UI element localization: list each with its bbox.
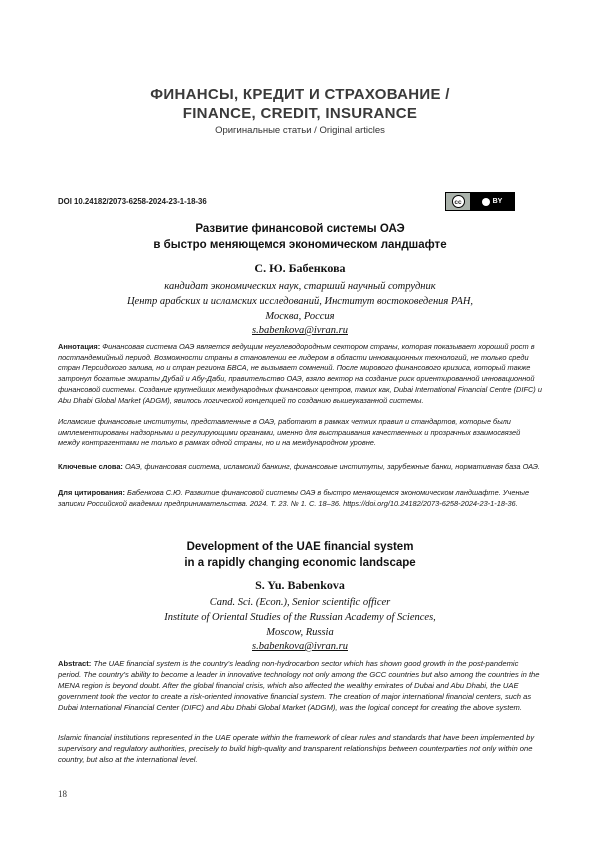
article-title-ru-line2: в быстро меняющемся экономическом ландшафте — [153, 239, 447, 251]
cc-logo-icon: cc — [446, 193, 470, 210]
citation-ru — [58, 488, 542, 509]
email-ru-link[interactable]: s.babenkova@ivran.ru — [252, 325, 348, 336]
abstract-label-en: Abstract: — [58, 659, 92, 668]
by-attribution-icon: BY — [470, 193, 514, 210]
cc-by-license-icon[interactable] — [445, 192, 515, 211]
abstract-ru — [58, 342, 542, 406]
citation-ru-text: Бабенкова С.Ю. Развитие финансовой системы ОАЭ в быстро меняющемся экономическом ландшафте. Ученые записки Российской академии предпринимательства. 2024. Т. 23. № 1. С. 18–36. https://doi.org/10.24182/2073-6258-2024-23-1-18-36. — [58, 488, 530, 508]
article-title-ru-line1: Развитие финансовой системы ОАЭ — [195, 223, 405, 235]
email-en-link[interactable]: s.babenkova@ivran.ru — [252, 641, 348, 652]
citation-label-ru: Для цитирования: — [58, 488, 125, 497]
affiliation-ru-line1: кандидат экономических наук, старший научный сотрудник — [164, 281, 436, 292]
keywords-ru-text: ОАЭ, финансовая система, исламский банкинг, финансовые институты, зарубежные банки, нормативная база ОАЭ. — [124, 462, 540, 471]
section-title-ru: ФИНАНСЫ, КРЕДИТ И СТРАХОВАНИЕ / — [150, 86, 450, 103]
affiliation-en-line3: Moscow, Russia — [266, 627, 334, 638]
doi-label: DOI 10.24182/2073-6258-2024-23-1-18-36 — [58, 197, 207, 206]
keywords-ru — [58, 462, 542, 473]
abstract-label-ru: Аннотация: — [58, 342, 101, 351]
affiliation-ru-line2: Центр арабских и исламских исследований, Институт востоковедения РАН, — [126, 296, 474, 307]
keywords-label-ru: Ключевые слова: — [58, 462, 123, 471]
affiliation-ru-line3: Москва, Россия — [265, 311, 335, 322]
abstract-en-text: The UAE financial system is the country’s leading non-hydrocarbon sector which has shown good growth in the post-pandemic period. The country’s ability to become a leader in innovative technology not only among the GCC countries but also among the countries in the MENA region is beyond doubt. After the global financial crisis, which also affected the wealthy emirates of Dubai and Abu Dhabi, the UAE government took the vector to create a risk-oriented innovative financial system. The creation of major international financial centers, such as Dubai International Financial Center (DIFC) and Abu Dhabi Global Market (ADGM), was the logical concept for creating the above system. — [58, 659, 540, 712]
abstract-ru-p2: Исламские финансовые институты, представленные в ОАЭ, работают в рамках четких правил и стандартов, которые были имплементированы надзорными и регулирующими органами, именно для выстраивания качественных и прозрачных взаимосвязей между контрагентами не только в рамках одной страны, но и на международном уровне. — [58, 417, 521, 448]
abstract-ru-text: Финансовая система ОАЭ является ведущим неуглеводородным сектором страны, которая показывает хороший рост в постпандемийный период. Возможности страны в становлении ее лидером в области инновационных технологий, не только среди стран Персидского залива, но и стран региона БВСА, не вызывает сомнений. После мирового финансового кризиса, который также затронул богатые эмираты Дубай и Абу-Даби, правительство ОАЭ, взяло вектор на создание риск ориентированной инновационной финансовой системы. Создание крупнейших международных финансовых центров, таких как, Dubai International Financial Centre (DIFC) и Abu Dhabi Global Market (ADGM), явилось логической концепцией по созданию вышеуказанной системы. — [58, 342, 542, 405]
author-name-en: S. Yu. Babenkova — [255, 578, 345, 592]
person-icon — [482, 198, 490, 206]
author-name-ru: С. Ю. Бабенкова — [254, 261, 346, 275]
page-number: 18 — [58, 789, 67, 799]
article-title-en-line1: Development of the UAE financial system — [186, 541, 414, 553]
section-subtitle: Оригинальные статьи / Original articles — [215, 125, 385, 136]
section-title-en: FINANCE, CREDIT, INSURANCE — [182, 105, 418, 122]
article-title-en-line2: in a rapidly changing economic landscape — [184, 557, 416, 569]
affiliation-en-line2: Institute of Oriental Studies of the Russian Academy of Sciences, — [164, 612, 436, 623]
abstract-en-p2: Islamic financial institutions represented in the UAE operate within the framework of clear rules and standards that have been implemented by supervisory and regulatory authorities, precisely to build high-quality and transparent relationships between counterparties not only within one country, but also at the international level. — [58, 733, 535, 764]
affiliation-en-line1: Cand. Sci. (Econ.), Senior scientific officer — [209, 597, 391, 608]
abstract-en — [58, 659, 542, 714]
